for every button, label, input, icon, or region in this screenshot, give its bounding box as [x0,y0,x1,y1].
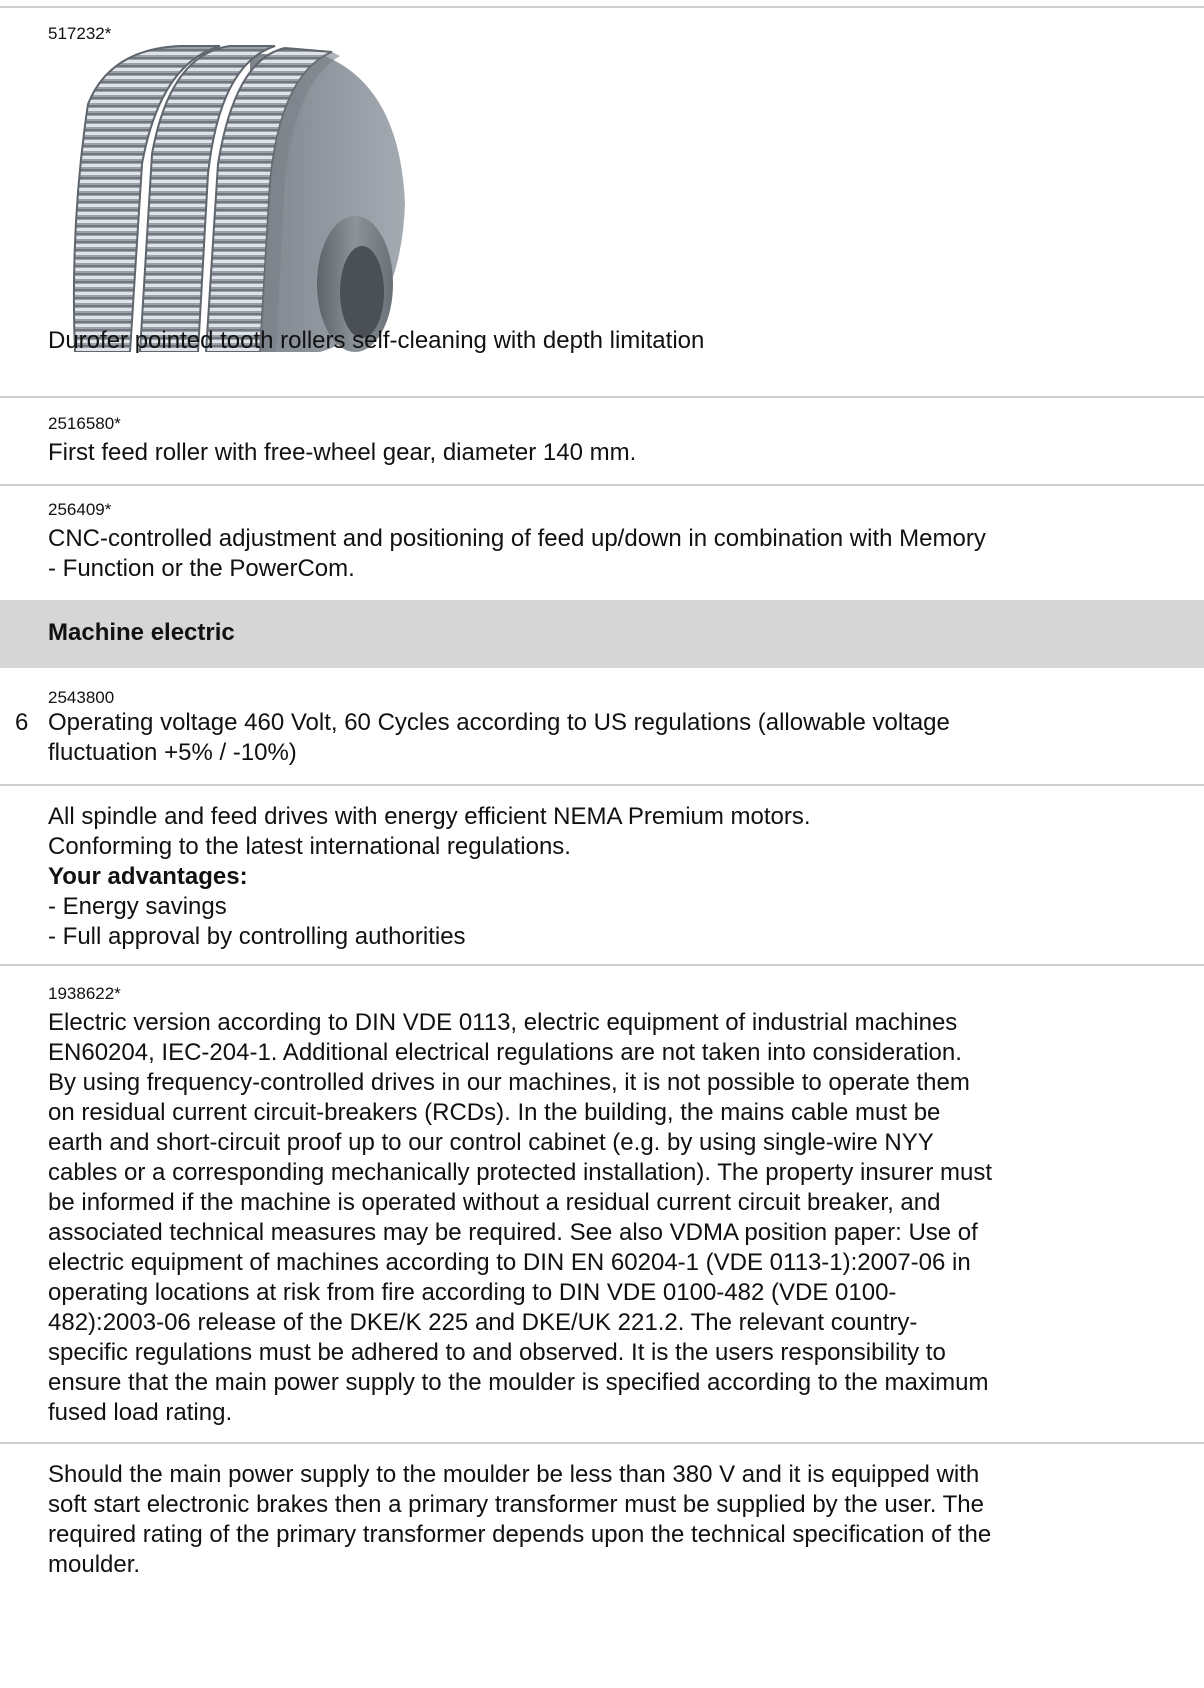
text-line: fluctuation +5% / -10%) [48,739,297,766]
item-description: First feed roller with free-wheel gear, diameter 140 mm. [48,439,637,466]
divider [0,964,1204,966]
item-code: 1938622* [48,984,121,1003]
text-line: associated technical measures may be required. See also VDMA position paper: Use of [48,1219,978,1246]
item-description [48,524,1128,584]
text-line: soft start electronic brakes then a primary transformer must be supplied by the user. The [48,1491,984,1518]
advantage-item: - Full approval by controlling authorities [48,923,466,950]
tooth-roller-image [70,44,426,352]
text-line: electric equipment of machines according to DIN EN 60204-1 (VDE 0113-1):2007-06 in [48,1249,971,1276]
item-code: 256409* [48,500,112,519]
divider [0,784,1204,786]
text-line: Operating voltage 460 Volt, 60 Cycles according to US regulations (allowable voltage [48,709,950,736]
text-line: 482):2003-06 release of the DKE/K 225 and DKE/UK 221.2. The relevant country- [48,1309,918,1336]
advantages-label: Your advantages: [48,863,248,890]
item-code: 517232* [48,24,112,43]
text-line: moulder. [48,1551,141,1578]
text-line: By using frequency-controlled drives in our machines, it is not possible to operate them [48,1069,970,1096]
text-line: fused load rating. [48,1399,233,1426]
text-line: cables or a corresponding mechanically protected installation). The property insurer must [48,1159,993,1186]
text-line: All spindle and feed drives with energy efficient NEMA Premium motors. [48,803,811,830]
item-code: 2543800 [48,688,115,707]
divider [0,1442,1204,1444]
nema-description [48,802,1128,952]
item-code: 2516580* [48,414,121,433]
transformer-description [48,1460,1128,1580]
text-line: required rating of the primary transformer depends upon the technical specification of the [48,1521,992,1548]
text-line: Should the main power supply to the moulder be less than 380 V and it is equipped with [48,1461,980,1488]
divider [0,484,1204,486]
advantage-item: - Energy savings [48,893,227,920]
text-line: CNC-controlled adjustment and positioning of feed up/down in combination with Memory [48,525,986,552]
item-quantity: 6 [15,709,29,736]
section-header [0,600,1204,668]
text-line: specific regulations must be adhered to and observed. It is the users responsibility to [48,1339,946,1366]
text-line: Electric version according to DIN VDE 0113, electric equipment of industrial machines [48,1009,958,1036]
text-line: be informed if the machine is operated without a residual current circuit breaker, and [48,1189,941,1216]
text-line: ensure that the main power supply to the moulder is specified according to the maximum [48,1369,989,1396]
text-line: EN60204, IEC-204-1. Additional electrical regulations are not taken into consideration. [48,1039,962,1066]
text-line: - Function or the PowerCom. [48,555,355,582]
din-description [48,1008,1128,1428]
section-title: Machine electric [48,619,235,646]
text-line: earth and short-circuit proof up to our control cabinet (e.g. by using single-wire NYY [48,1129,934,1156]
text-line: operating locations at risk from fire according to DIN VDE 0100-482 (VDE 0100- [48,1279,897,1306]
text-line: on residual current circuit-breakers (RCDs). In the building, the mains cable must be [48,1099,941,1126]
divider [0,396,1204,398]
item-description: Durofer pointed tooth rollers self-cleaning with depth limitation [48,327,705,354]
divider [0,6,1204,8]
item-description [48,708,1128,768]
text-line: Conforming to the latest international regulations. [48,833,571,860]
